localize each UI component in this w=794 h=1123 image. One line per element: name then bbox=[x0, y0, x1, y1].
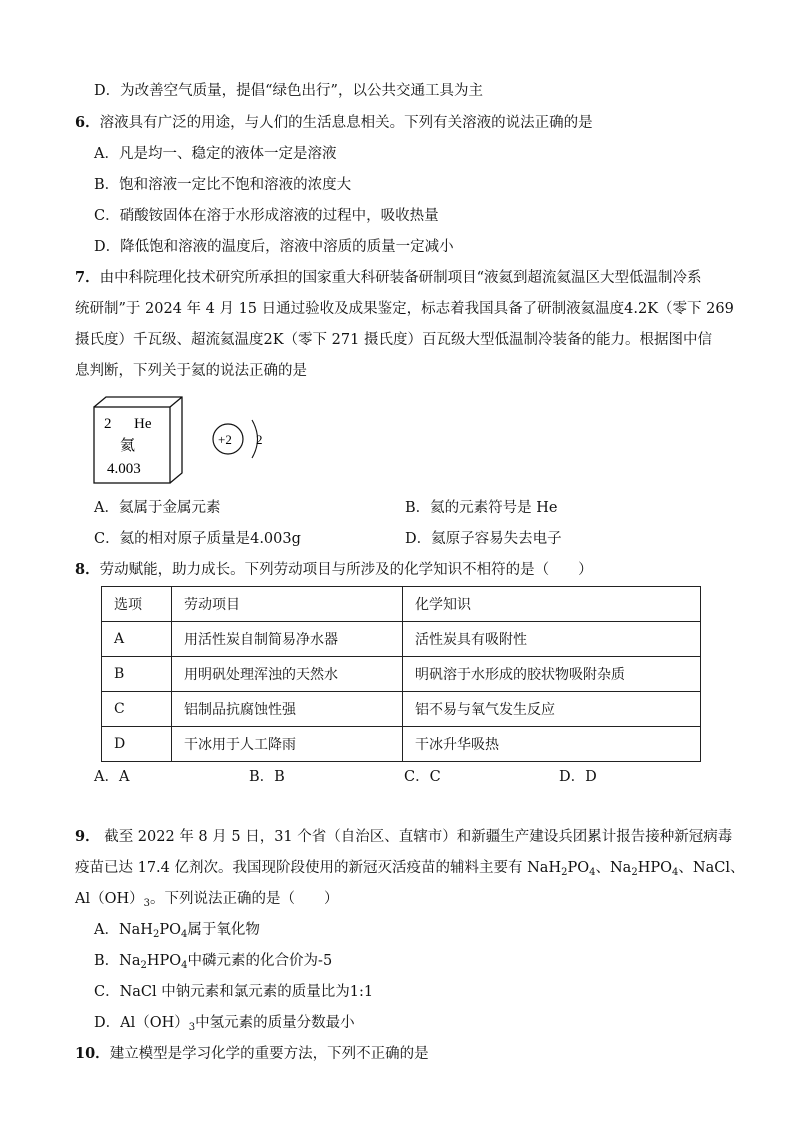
question-number: 10． bbox=[75, 1045, 110, 1062]
question-stem: 溶液具有广泛的用途，与人们的生活息息相关。下列有关溶液的说法正确的是 bbox=[99, 115, 593, 131]
question-stem: 建立模型是学习化学的重要方法，下列不正确的是 bbox=[109, 1046, 429, 1062]
question-10 bbox=[75, 1044, 429, 1064]
q9-option-b: B．$Na_2HPO_4$中磷元素的化合价为-5 bbox=[94, 953, 333, 971]
question-8 bbox=[75, 560, 593, 580]
q7-option-a: A．氦属于金属元素 bbox=[94, 500, 221, 516]
question-9 bbox=[75, 827, 732, 847]
question-number: 6． bbox=[75, 114, 100, 131]
table-cell: 活性炭具有吸附性 bbox=[403, 622, 701, 657]
question-stem: 劳动赋能，助力成长。下列劳动项目与所涉及的化学知识不相符的是（ ） bbox=[99, 562, 593, 578]
q7-option-b: B．氦的元素符号是 He bbox=[405, 500, 558, 516]
question-number: 7． bbox=[75, 269, 100, 286]
element-mass: 4.003 bbox=[107, 461, 141, 477]
q6-option-a: A．凡是均一、稳定的液体一定是溶液 bbox=[94, 146, 337, 162]
q7-option-c: C．氦的相对原子质量是4.003g bbox=[94, 531, 301, 547]
question-stem-line1: 由中科院理化技术研究所承担的国家重大科研装备研制项目“液氦到超流氦温区大型低温制冷系 bbox=[99, 270, 702, 286]
table-cell: A bbox=[102, 622, 172, 657]
question-stem-line2: 统研制”于 2024 年 4 月 15 日通过验收及成果鉴定，标志着我国具备了研制液氦温度4.2K（零下 269 bbox=[75, 301, 734, 317]
question-stem-line2: 疫苗已达 17.4 亿剂次。我国现阶段使用的新冠灭活疫苗的辅料主要有 $NaH_2PO_4$、$Na_2HPO_4$、NaCl、 bbox=[75, 860, 745, 878]
table-cell: 用明矾处理浑浊的天然水 bbox=[172, 657, 403, 692]
table-cell: 干冰升华吸热 bbox=[403, 727, 701, 762]
header-option: 选项 bbox=[102, 587, 172, 622]
q6-option-b: B．饱和溶液一定比不饱和溶液的浓度大 bbox=[94, 177, 352, 193]
table-cell: D bbox=[102, 727, 172, 762]
question-stem-line4: 息判断，下列关于氦的说法正确的是 bbox=[75, 363, 307, 379]
q9-option-c: C．NaCl 中钠元素和氯元素的质量比为1:1 bbox=[94, 984, 374, 1000]
question-number: 8． bbox=[75, 561, 100, 578]
header-chemistry-knowledge: 化学知识 bbox=[403, 587, 701, 622]
table-cell: 干冰用于人工降雨 bbox=[172, 727, 403, 762]
electron-count: 2 bbox=[256, 432, 263, 447]
q7-option-d: D．氦原子容易失去电子 bbox=[405, 531, 562, 547]
q8-option-a: A．A bbox=[94, 769, 130, 785]
table-row bbox=[102, 657, 701, 692]
question-stem-line3: $Al(OH)_3$。下列说法正确的是（ ） bbox=[75, 891, 339, 909]
table-cell: 铝制品抗腐蚀性强 bbox=[172, 692, 403, 727]
element-symbol: He bbox=[134, 416, 152, 432]
q5-option-d: D．为改善空气质量，提倡“绿色出行”，以公共交通工具为主 bbox=[94, 83, 483, 99]
q6-option-c: C．硝酸铵固体在溶于水形成溶液的过程中，吸收热量 bbox=[94, 208, 439, 224]
table-cell: B bbox=[102, 657, 172, 692]
header-labor-item: 劳动项目 bbox=[172, 587, 403, 622]
table-cell: 铝不易与氧气发生反应 bbox=[403, 692, 701, 727]
question-stem-line1: 截至 2022 年 8 月 5 日，31 个省（自治区、直辖市）和新疆生产建设兵团累计报告接种新冠病毒 bbox=[99, 829, 733, 845]
table-cell: C bbox=[102, 692, 172, 727]
table-cell: 明矾溶于水形成的胶状物吸附杂质 bbox=[403, 657, 701, 692]
q9-option-a: A．$NaH_2PO_4$属于氧化物 bbox=[94, 922, 260, 940]
q8-option-c: C．C bbox=[404, 769, 441, 785]
q8-option-d: D．D bbox=[559, 769, 597, 785]
atom-structure-diagram bbox=[205, 414, 275, 464]
labor-chemistry-table bbox=[101, 586, 701, 762]
element-number: 2 bbox=[104, 416, 112, 432]
table-row bbox=[102, 692, 701, 727]
table-cell: 用活性炭自制简易净水器 bbox=[172, 622, 403, 657]
question-7 bbox=[75, 268, 702, 288]
q8-option-b: B．B bbox=[249, 769, 285, 785]
table-row bbox=[102, 727, 701, 762]
table-row bbox=[102, 622, 701, 657]
question-6 bbox=[75, 113, 593, 133]
q9-option-d: D．$Al(OH)_3$中氢元素的质量分数最小 bbox=[94, 1015, 355, 1033]
q6-option-d: D．降低饱和溶液的温度后，溶液中溶质的质量一定减小 bbox=[94, 239, 454, 255]
element-name: 氦 bbox=[120, 436, 136, 454]
question-number: 9． bbox=[75, 828, 100, 845]
question-stem-line3: 摄氏度）千瓦级、超流氦温度2K（零下 271 摄氏度）百瓦级大型低温制冷装备的能力。根据图中信 bbox=[75, 332, 712, 348]
table-header-row bbox=[102, 587, 701, 622]
nucleus-charge: +2 bbox=[218, 432, 232, 447]
